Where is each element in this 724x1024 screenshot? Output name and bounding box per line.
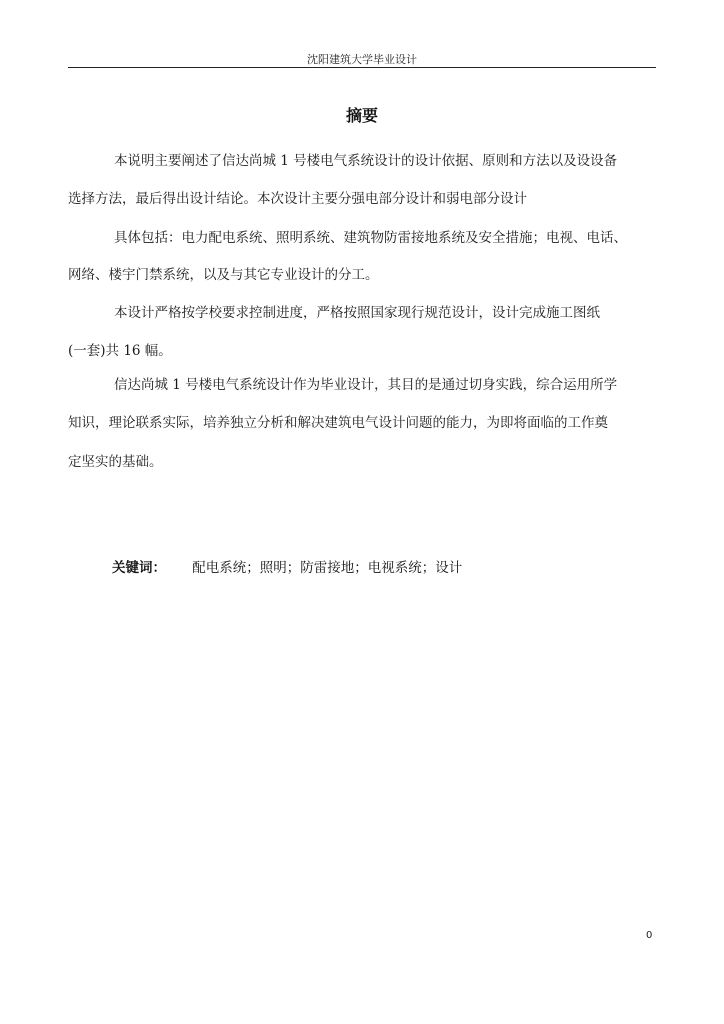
keywords-label: 关键词：	[112, 560, 166, 576]
paragraph-3-line-2: (一套)共 16 幅。	[68, 343, 172, 359]
paragraph-2-line-1: 具体包括：电力配电系统、照明系统、建筑物防雷接地系统及安全措施；电视、电话、	[114, 230, 627, 246]
paragraph-3-line-1: 本设计严格按学校要求控制进度，严格按照国家现行规范设计，设计完成施工图纸	[114, 305, 600, 321]
paragraph-1-line-2: 选择方法，最后得出设计结论。本次设计主要分强电部分设计和弱电部分设计	[68, 191, 527, 207]
keywords-text: 配电系统；照明；防雷接地；电视系统；设计	[192, 560, 463, 576]
paragraph-2-line-2: 网络、楼宇门禁系统，以及与其它专业设计的分工。	[68, 267, 379, 283]
paragraph-4-line-2: 知识，理论联系实际，培养独立分析和解决建筑电气设计问题的能力，为即将面临的工作奠	[68, 415, 608, 431]
page-title: 摘要	[345, 106, 378, 125]
header-title: 沈阳建筑大学毕业设计	[307, 53, 417, 66]
header-divider	[68, 67, 656, 68]
paragraph-1-line-1: 本说明主要阐述了信达尚城 1 号楼电气系统设计的设计依据、原则和方法以及设设备	[114, 153, 618, 169]
paragraph-4-line-3: 定坚实的基础。	[68, 454, 163, 470]
paragraph-4-line-1: 信达尚城 1 号楼电气系统设计作为毕业设计，其目的是通过切身实践，综合运用所学	[114, 377, 618, 393]
keywords-row	[112, 556, 462, 576]
page-number: 0	[646, 930, 653, 941]
